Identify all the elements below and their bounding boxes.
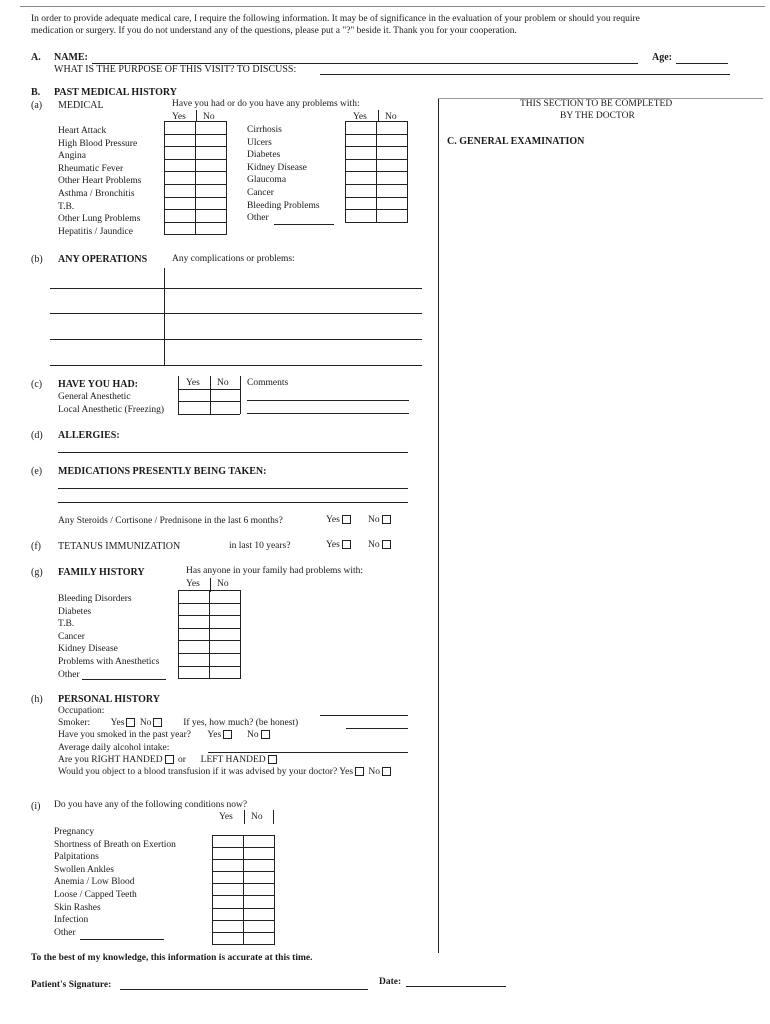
family-condition-item: Kidney Disease bbox=[58, 644, 118, 655]
tetanus-question: in last 10 years? bbox=[229, 541, 291, 551]
current-condition-item: Infection bbox=[54, 915, 89, 926]
date-label: Date: bbox=[379, 977, 402, 987]
checkbox-row bbox=[165, 222, 227, 235]
yes-cell[interactable] bbox=[165, 210, 196, 223]
steroids-yes-checkbox[interactable] bbox=[342, 515, 351, 524]
how-much-label: If yes, how much? (be honest) bbox=[183, 718, 299, 728]
medical-marker: (a) bbox=[31, 100, 43, 111]
yes-cell[interactable] bbox=[179, 603, 210, 616]
no-cell[interactable] bbox=[210, 641, 241, 654]
checkbox-row bbox=[179, 653, 241, 666]
medical-condition-item: Other bbox=[247, 213, 269, 224]
transfusion-no-checkbox[interactable] bbox=[382, 767, 391, 776]
checkbox-row bbox=[213, 848, 275, 860]
medical-condition-item: Other Heart Problems bbox=[58, 176, 142, 187]
no-cell[interactable] bbox=[196, 184, 227, 197]
medical-condition-item: Diabetes bbox=[247, 150, 281, 161]
current-condition-item: Loose / Capped Teeth bbox=[54, 889, 137, 900]
checkbox-row bbox=[165, 147, 227, 160]
doctor-header-2: BY THE DOCTOR bbox=[560, 111, 635, 121]
checkbox-row bbox=[213, 836, 275, 848]
yes-cell[interactable] bbox=[213, 908, 244, 920]
family-no-header: No bbox=[217, 579, 229, 589]
tetanus-no-label: No bbox=[368, 540, 380, 550]
family-condition-item: Problems with Anesthetics bbox=[58, 656, 160, 667]
no-cell[interactable] bbox=[244, 920, 275, 932]
conditions-no-header: No bbox=[251, 812, 263, 822]
checkbox-row bbox=[179, 666, 241, 679]
signature-field[interactable] bbox=[120, 989, 368, 990]
right-handed-label: RIGHT HANDED bbox=[91, 755, 163, 765]
yes-cell[interactable] bbox=[179, 641, 210, 654]
checkbox-row bbox=[179, 641, 241, 654]
smoker-yes-label: Yes bbox=[110, 718, 125, 728]
conditions-yes-header: Yes bbox=[219, 812, 233, 822]
yes-cell[interactable] bbox=[179, 591, 210, 604]
family-condition-item: Other bbox=[58, 669, 80, 680]
signature-label: Patient's Signature: bbox=[31, 980, 112, 990]
checkbox-row bbox=[346, 122, 408, 135]
medical-condition-item: Angina bbox=[58, 151, 86, 162]
conditions-list bbox=[54, 826, 176, 939]
age-label: Age: bbox=[652, 52, 672, 63]
medical-yes-header-2: Yes bbox=[353, 112, 367, 122]
yes-cell[interactable] bbox=[213, 896, 244, 908]
family-condition-item: T.B. bbox=[58, 619, 75, 630]
checkbox-row bbox=[346, 184, 408, 197]
checkbox-row bbox=[165, 184, 227, 197]
personal-label: PERSONAL HISTORY bbox=[58, 694, 160, 705]
medications-field-2[interactable] bbox=[58, 502, 408, 503]
no-cell[interactable] bbox=[244, 860, 275, 872]
steroids-yes-label: Yes bbox=[326, 515, 340, 525]
steroids-no-checkbox[interactable] bbox=[382, 515, 391, 524]
general-exam-label: C. GENERAL EXAMINATION bbox=[447, 136, 585, 147]
no-cell[interactable] bbox=[377, 184, 408, 197]
have-had-div-2 bbox=[210, 376, 211, 414]
medical-condition-item: Kidney Disease bbox=[247, 162, 307, 173]
yes-cell[interactable] bbox=[165, 197, 196, 210]
allergies-field[interactable] bbox=[58, 452, 408, 453]
no-cell[interactable] bbox=[196, 210, 227, 223]
occupation-label: Occupation: bbox=[58, 706, 105, 716]
current-condition-item: Palpitations bbox=[54, 852, 99, 863]
no-cell[interactable] bbox=[196, 172, 227, 185]
family-other-field[interactable] bbox=[82, 679, 166, 680]
transfusion-no-label: No bbox=[368, 767, 381, 777]
steroids-no-label: No bbox=[368, 515, 380, 525]
name-label: NAME: bbox=[54, 52, 88, 63]
yes-cell[interactable] bbox=[213, 860, 244, 872]
medical-question: Have you had or do you have any problems with: bbox=[172, 99, 360, 109]
intro-line-1: In order to provide adequate medical care, I require the following information. It may be of significance in the evaluation of your problem or should you require bbox=[31, 14, 640, 24]
family-condition-item: Bleeding Disorders bbox=[58, 594, 132, 604]
conditions-question: Do you have any of the following conditions now? bbox=[54, 800, 248, 810]
handed-row bbox=[58, 755, 279, 765]
yes-cell[interactable] bbox=[346, 172, 377, 185]
allergies-marker: (d) bbox=[31, 430, 43, 441]
comments-field-1[interactable] bbox=[247, 400, 409, 401]
no-cell[interactable] bbox=[196, 147, 227, 160]
tetanus-no-checkbox[interactable] bbox=[382, 540, 391, 549]
current-condition-item: Pregnancy bbox=[54, 827, 95, 837]
yes-cell[interactable] bbox=[346, 147, 377, 160]
conditions-header-divider-2 bbox=[273, 810, 274, 824]
family-marker: (g) bbox=[31, 567, 43, 578]
yes-cell[interactable] bbox=[179, 666, 210, 679]
yes-cell[interactable] bbox=[165, 172, 196, 185]
checkbox-row bbox=[165, 134, 227, 147]
purpose-field[interactable] bbox=[320, 74, 730, 75]
current-condition-item: Shortness of Breath on Exertion bbox=[54, 839, 176, 850]
checkbox-row bbox=[213, 932, 275, 944]
medical-header-rule-left bbox=[164, 121, 226, 122]
occupation-field[interactable] bbox=[320, 715, 408, 716]
no-cell[interactable] bbox=[244, 896, 275, 908]
have-had-div-3 bbox=[240, 376, 241, 414]
medical-right-list bbox=[247, 124, 320, 225]
yes-cell[interactable] bbox=[346, 184, 377, 197]
smoked-past-yes-checkbox[interactable] bbox=[223, 730, 232, 739]
smoker-no-checkbox[interactable] bbox=[153, 718, 162, 727]
transfusion-yes-label: Yes bbox=[339, 767, 354, 777]
anesthetic-item: Local Anesthetic (Freezing) bbox=[58, 404, 165, 415]
no-cell[interactable] bbox=[210, 628, 241, 641]
medical-no-header-2: No bbox=[385, 112, 397, 122]
left-handed-label: LEFT HANDED bbox=[200, 755, 266, 765]
no-cell[interactable] bbox=[377, 210, 408, 223]
operations-line-1[interactable] bbox=[50, 288, 422, 289]
yes-cell[interactable] bbox=[165, 134, 196, 147]
checkbox-row bbox=[346, 172, 408, 185]
smoker-yes-checkbox[interactable] bbox=[126, 718, 135, 727]
or-label: or bbox=[177, 755, 186, 765]
medical-condition-item: Ulcers bbox=[247, 137, 272, 148]
no-cell[interactable] bbox=[196, 222, 227, 235]
checkbox-row bbox=[213, 872, 275, 884]
steroids-question: Any Steroids / Cortisone / Prednisone in the last 6 months? bbox=[58, 516, 283, 526]
checkbox-row bbox=[346, 147, 408, 160]
no-cell[interactable] bbox=[244, 932, 275, 944]
tetanus-marker: (f) bbox=[31, 541, 41, 552]
have-had-div-1 bbox=[178, 376, 179, 414]
medications-field-1[interactable] bbox=[58, 488, 408, 489]
steroids-no[interactable] bbox=[368, 515, 393, 525]
medical-grid-right[interactable] bbox=[345, 121, 408, 223]
no-cell[interactable] bbox=[377, 197, 408, 210]
have-had-no: No bbox=[217, 378, 229, 388]
tetanus-yes-checkbox[interactable] bbox=[342, 540, 351, 549]
transfusion-row bbox=[58, 767, 393, 777]
top-rule bbox=[20, 6, 765, 7]
current-condition-item: Skin Rashes bbox=[54, 902, 101, 913]
yes-cell[interactable] bbox=[165, 122, 196, 135]
medical-condition-item: Cancer bbox=[247, 187, 274, 198]
smoker-no-label: No bbox=[139, 718, 152, 728]
checkbox-row bbox=[165, 159, 227, 172]
checkbox-row bbox=[346, 197, 408, 210]
comments-field-2[interactable] bbox=[247, 413, 409, 414]
no-cell[interactable] bbox=[196, 134, 227, 147]
yes-cell[interactable] bbox=[213, 836, 244, 848]
how-much-field[interactable] bbox=[346, 728, 408, 729]
operations-line-3[interactable] bbox=[50, 339, 422, 340]
yes-cell[interactable] bbox=[213, 848, 244, 860]
checkbox-row bbox=[213, 884, 275, 896]
no-cell[interactable] bbox=[377, 159, 408, 172]
medical-header-divider-left bbox=[196, 110, 197, 122]
date-field[interactable] bbox=[406, 986, 506, 987]
no-cell[interactable] bbox=[377, 134, 408, 147]
checkbox-row bbox=[165, 197, 227, 210]
steroids-yes[interactable] bbox=[326, 515, 353, 525]
conditions-header-divider bbox=[244, 810, 245, 824]
conditions-marker: (i) bbox=[31, 801, 41, 812]
handed-question: Are you bbox=[58, 755, 89, 765]
checkbox-row bbox=[213, 908, 275, 920]
checkbox-row bbox=[165, 210, 227, 223]
family-question: Has anyone in your family had problems with: bbox=[186, 566, 364, 576]
checkbox-row bbox=[165, 122, 227, 135]
operations-marker: (b) bbox=[31, 254, 43, 265]
checkbox-row bbox=[346, 210, 408, 223]
operations-divider bbox=[164, 268, 165, 366]
medical-condition-item: Other Lung Problems bbox=[58, 214, 141, 225]
have-had-rule-1 bbox=[178, 389, 240, 390]
medical-condition-item: Hepatitis / Jaundice bbox=[58, 226, 133, 237]
family-label: FAMILY HISTORY bbox=[58, 567, 145, 578]
no-cell[interactable] bbox=[377, 147, 408, 160]
intro-line-2: medication or surgery. If you do not understand any of the questions, please put a "?" beside it. Thank you for your cooperation. bbox=[31, 26, 517, 36]
no-cell[interactable] bbox=[244, 872, 275, 884]
medical-grid-left[interactable] bbox=[164, 121, 227, 235]
yes-cell[interactable] bbox=[179, 628, 210, 641]
medical-other-field[interactable] bbox=[274, 224, 334, 225]
family-condition-item: Cancer bbox=[58, 631, 85, 642]
no-cell[interactable] bbox=[196, 197, 227, 210]
yes-cell[interactable] bbox=[346, 159, 377, 172]
medical-condition-item: T.B. bbox=[58, 201, 75, 212]
checkbox-row bbox=[165, 172, 227, 185]
medical-condition-item: Rheumatic Fever bbox=[58, 163, 124, 174]
section-a-letter: A. bbox=[31, 52, 41, 63]
alcohol-label: Average daily alcohol intake: bbox=[58, 743, 170, 753]
family-grid[interactable] bbox=[178, 590, 241, 679]
doctor-header-1: THIS SECTION TO BE COMPLETED bbox=[520, 99, 673, 109]
operations-label: ANY OPERATIONS bbox=[58, 254, 148, 265]
transfusion-question: Would you object to a blood transfusion if it was advised by your doctor? bbox=[58, 767, 338, 777]
smoker-row bbox=[58, 718, 298, 728]
yes-cell[interactable] bbox=[213, 872, 244, 884]
conditions-other-field[interactable] bbox=[80, 939, 164, 940]
yes-cell[interactable] bbox=[179, 616, 210, 629]
medical-condition-item: Cirrhosis bbox=[247, 125, 282, 135]
no-cell[interactable] bbox=[196, 122, 227, 135]
yes-cell[interactable] bbox=[165, 159, 196, 172]
purpose-label: WHAT IS THE PURPOSE OF THIS VISIT? TO DISCUSS: bbox=[54, 64, 297, 75]
have-had-rule-3 bbox=[178, 414, 240, 415]
tetanus-no[interactable] bbox=[368, 540, 393, 550]
yes-cell[interactable] bbox=[213, 920, 244, 932]
checkbox-row bbox=[213, 920, 275, 932]
section-b-title: PAST MEDICAL HISTORY bbox=[54, 87, 178, 98]
checkbox-row bbox=[179, 628, 241, 641]
yes-cell[interactable] bbox=[213, 884, 244, 896]
no-cell[interactable] bbox=[244, 848, 275, 860]
have-had-rule-2 bbox=[178, 401, 240, 402]
medical-no-header: No bbox=[203, 112, 215, 122]
no-cell[interactable] bbox=[244, 908, 275, 920]
yes-cell[interactable] bbox=[346, 210, 377, 223]
yes-cell[interactable] bbox=[346, 134, 377, 147]
have-had-comments: Comments bbox=[247, 378, 289, 388]
personal-marker: (h) bbox=[31, 694, 43, 705]
medical-condition-item: Heart Attack bbox=[58, 126, 107, 136]
smoked-past-row bbox=[58, 730, 272, 740]
transfusion-yes-checkbox[interactable] bbox=[355, 767, 364, 776]
no-cell[interactable] bbox=[210, 653, 241, 666]
checkbox-row bbox=[179, 603, 241, 616]
yes-cell[interactable] bbox=[346, 197, 377, 210]
have-had-marker: (c) bbox=[31, 379, 43, 390]
no-cell[interactable] bbox=[244, 836, 275, 848]
medications-marker: (e) bbox=[31, 466, 43, 477]
yes-cell[interactable] bbox=[165, 184, 196, 197]
no-cell[interactable] bbox=[210, 666, 241, 679]
yes-cell[interactable] bbox=[346, 122, 377, 135]
family-condition-item: Diabetes bbox=[58, 606, 92, 617]
checkbox-row bbox=[179, 616, 241, 629]
right-handed-checkbox[interactable] bbox=[165, 755, 174, 764]
no-cell[interactable] bbox=[377, 172, 408, 185]
current-condition-item: Anemia / Low Blood bbox=[54, 877, 135, 888]
left-handed-checkbox[interactable] bbox=[268, 755, 277, 764]
doctor-section-border bbox=[438, 98, 439, 953]
operations-line-4[interactable] bbox=[50, 365, 422, 366]
tetanus-yes-label: Yes bbox=[326, 540, 340, 550]
section-b-letter: B. bbox=[31, 87, 41, 98]
conditions-grid[interactable] bbox=[212, 835, 275, 945]
operations-line-2[interactable] bbox=[50, 313, 422, 314]
age-field[interactable] bbox=[676, 63, 728, 64]
family-list bbox=[58, 593, 159, 681]
medical-condition-item: Bleeding Problems bbox=[247, 200, 320, 211]
medical-yes-header: Yes bbox=[172, 112, 186, 122]
checkbox-row bbox=[213, 896, 275, 908]
smoker-label: Smoker: bbox=[58, 718, 91, 728]
yes-cell[interactable] bbox=[165, 222, 196, 235]
medical-label: MEDICAL bbox=[58, 100, 104, 111]
no-cell[interactable] bbox=[210, 616, 241, 629]
medical-condition-item: Asthma / Bronchitis bbox=[58, 188, 135, 199]
allergies-label: ALLERGIES: bbox=[58, 430, 120, 441]
checkbox-row bbox=[346, 159, 408, 172]
accuracy-statement: To the best of my knowledge, this information is accurate at this time. bbox=[31, 953, 313, 963]
complications-label: Any complications or problems: bbox=[172, 254, 295, 264]
medical-header-divider-right bbox=[378, 110, 379, 122]
no-cell[interactable] bbox=[210, 591, 241, 604]
anesthetic-item: General Anesthetic bbox=[58, 392, 131, 402]
have-had-list bbox=[58, 391, 164, 416]
current-condition-item: Swollen Ankles bbox=[54, 864, 114, 875]
smoked-past-no-checkbox[interactable] bbox=[261, 730, 270, 739]
yes-cell[interactable] bbox=[165, 147, 196, 160]
no-cell[interactable] bbox=[377, 122, 408, 135]
smoked-past-label: Have you smoked in the past year? bbox=[58, 730, 191, 740]
no-cell[interactable] bbox=[244, 884, 275, 896]
current-condition-item: Other bbox=[54, 927, 76, 938]
checkbox-row bbox=[179, 591, 241, 604]
yes-cell[interactable] bbox=[179, 653, 210, 666]
checkbox-row bbox=[213, 860, 275, 872]
yes-cell[interactable] bbox=[213, 932, 244, 944]
smoked-past-yes-label: Yes bbox=[207, 730, 222, 740]
tetanus-label: TETANUS IMMUNIZATION bbox=[58, 541, 181, 552]
alcohol-field[interactable] bbox=[208, 752, 408, 753]
have-had-label: HAVE YOU HAD: bbox=[58, 379, 139, 390]
tetanus-yes[interactable] bbox=[326, 540, 353, 550]
have-had-yes: Yes bbox=[186, 378, 200, 388]
no-cell[interactable] bbox=[196, 159, 227, 172]
medical-condition-item: Glaucoma bbox=[247, 175, 287, 186]
family-yes-header: Yes bbox=[186, 579, 200, 589]
medical-condition-item: High Blood Pressure bbox=[58, 138, 138, 149]
checkbox-row bbox=[346, 134, 408, 147]
no-cell[interactable] bbox=[210, 603, 241, 616]
medical-left-list bbox=[58, 125, 141, 238]
medications-label: MEDICATIONS PRESENTLY BEING TAKEN: bbox=[58, 466, 267, 477]
smoked-past-no-label: No bbox=[246, 730, 259, 740]
